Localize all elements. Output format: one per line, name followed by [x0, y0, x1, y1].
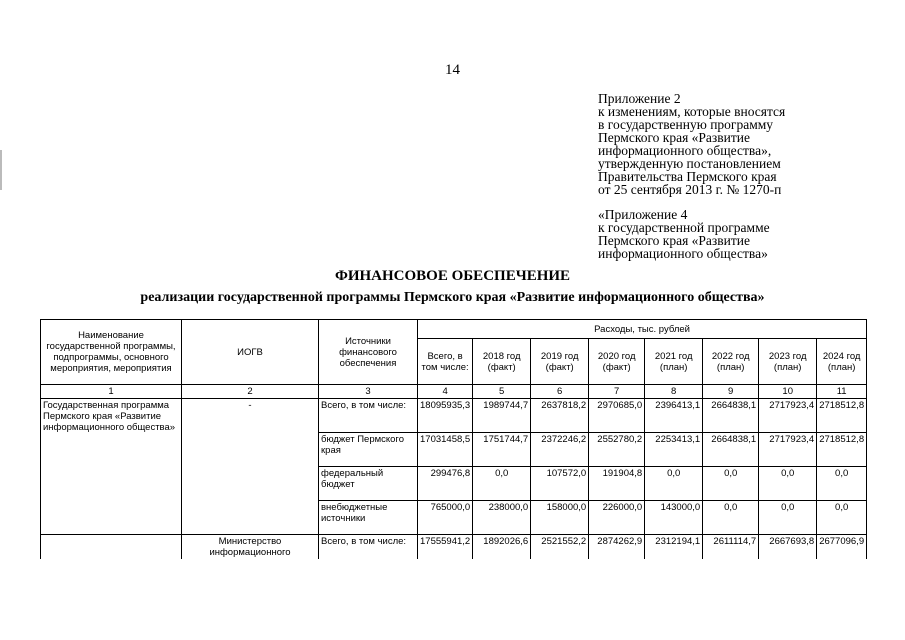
source-cell: Всего, в том числе:: [319, 399, 418, 433]
header-sources: Источники финансового обеспечения: [319, 320, 418, 385]
value-cell: 0,0: [473, 467, 531, 501]
header-year: 2020 год (факт): [589, 339, 645, 385]
table-row: [41, 535, 867, 560]
value-cell: 2552780,2: [589, 433, 645, 467]
value-cell: 0,0: [645, 467, 703, 501]
value-cell: 0,0: [817, 467, 867, 501]
value-cell: 2372246,2: [531, 433, 589, 467]
appendix-header-line: утвержденную постановлением: [598, 156, 781, 171]
index-row: [41, 385, 867, 399]
program-iogv-cell: -: [182, 399, 319, 535]
index-cell: 6: [531, 385, 589, 399]
page-number: 14: [445, 62, 460, 78]
appendix-header-line: Пермского края «Развитие: [598, 130, 750, 145]
value-cell: 18095935,3: [418, 399, 473, 433]
index-cell: 9: [703, 385, 759, 399]
index-cell: 4: [418, 385, 473, 399]
value-cell: 2521552,2: [531, 535, 589, 560]
header-year: 2019 год (факт): [531, 339, 589, 385]
index-cell: 8: [645, 385, 703, 399]
index-cell: 7: [589, 385, 645, 399]
ministry-iogv-cell: Министерство информационного: [182, 535, 319, 560]
appendix-ref-line: Пермского края «Развитие: [598, 233, 750, 248]
header-year: 2023 год (план): [759, 339, 817, 385]
source-cell: Всего, в том числе:: [319, 535, 418, 560]
table-row: [41, 399, 867, 433]
value-cell: 2717923,4: [759, 399, 817, 433]
value-cell: 17555941,2: [418, 535, 473, 560]
appendix-header-line: Приложение 2: [598, 91, 681, 106]
index-cell: 11: [817, 385, 867, 399]
value-cell: 2667693,8: [759, 535, 817, 560]
value-cell: 2637818,2: [531, 399, 589, 433]
appendix-ref-line: к государственной программе: [598, 220, 770, 235]
index-cell: 10: [759, 385, 817, 399]
appendix-header-line: от 25 сентября 2013 г. № 1270-п: [598, 182, 782, 197]
program-name-cell: [41, 535, 182, 560]
program-name-cell: Государственная программа Пермского края «Развитие информационного общества»: [41, 399, 182, 535]
value-cell: 107572,0: [531, 467, 589, 501]
index-cell: 2: [182, 385, 319, 399]
value-cell: 143000,0: [645, 501, 703, 535]
index-cell: 5: [473, 385, 531, 399]
source-cell: бюджет Пермского края: [319, 433, 418, 467]
value-cell: 2396413,1: [645, 399, 703, 433]
value-cell: 2664838,1: [703, 433, 759, 467]
value-cell: 2253413,1: [645, 433, 703, 467]
value-cell: 226000,0: [589, 501, 645, 535]
value-cell: 0,0: [703, 501, 759, 535]
value-cell: 2718512,8: [817, 433, 867, 467]
value-cell: 1751744,7: [473, 433, 531, 467]
scan-edge-mark: [0, 150, 2, 190]
value-cell: 1989744,7: [473, 399, 531, 433]
value-cell: 17031458,5: [418, 433, 473, 467]
value-cell: 0,0: [759, 501, 817, 535]
appendix-header: [598, 92, 785, 196]
source-cell: внебюджетные источники: [319, 501, 418, 535]
value-cell: 2717923,4: [759, 433, 817, 467]
document-subtitle: реализации государственной программы Пермского края «Развитие информационного общества»: [140, 290, 765, 305]
header-year: 2018 год (факт): [473, 339, 531, 385]
appendix-ref-line: «Приложение 4: [598, 207, 688, 222]
header-year: 2021 год (план): [645, 339, 703, 385]
appendix-reference: [598, 208, 770, 260]
index-cell: 3: [319, 385, 418, 399]
value-cell: 0,0: [703, 467, 759, 501]
value-cell: 0,0: [817, 501, 867, 535]
index-cell: 1: [41, 385, 182, 399]
value-cell: 191904,8: [589, 467, 645, 501]
appendix-ref-line: информационного общества»: [598, 246, 768, 261]
header-year: 2022 год (план): [703, 339, 759, 385]
header-expenses: Расходы, тыс. рублей: [418, 320, 867, 339]
table-header-row: [41, 320, 867, 339]
header-iogv: ИОГВ: [182, 320, 319, 385]
appendix-header-line: Правительства Пермского края: [598, 169, 777, 184]
value-cell: 238000,0: [473, 501, 531, 535]
source-cell: федеральный бюджет: [319, 467, 418, 501]
value-cell: 2677096,9: [817, 535, 867, 560]
value-cell: 2611114,7: [703, 535, 759, 560]
header-name: Наименование государственной программы, подпрограммы, основного мероприятия, мероприятия: [41, 320, 182, 385]
value-cell: 158000,0: [531, 501, 589, 535]
value-cell: 765000,0: [418, 501, 473, 535]
document-title: ФИНАНСОВОЕ ОБЕСПЕЧЕНИЕ: [334, 268, 571, 284]
value-cell: 2718512,8: [817, 399, 867, 433]
appendix-header-line: в государственную программу: [598, 117, 774, 132]
header-year: 2024 год (план): [817, 339, 867, 385]
financing-table: [40, 319, 867, 559]
value-cell: 2970685,0: [589, 399, 645, 433]
value-cell: 0,0: [759, 467, 817, 501]
value-cell: 2664838,1: [703, 399, 759, 433]
appendix-header-line: к изменениям, которые вносятся: [598, 104, 786, 119]
value-cell: 299476,8: [418, 467, 473, 501]
value-cell: 2874262,9: [589, 535, 645, 560]
appendix-header-line: информационного общества»,: [598, 143, 772, 158]
header-total: Всего, в том числе:: [418, 339, 473, 385]
value-cell: 1892026,6: [473, 535, 531, 560]
value-cell: 2312194,1: [645, 535, 703, 560]
